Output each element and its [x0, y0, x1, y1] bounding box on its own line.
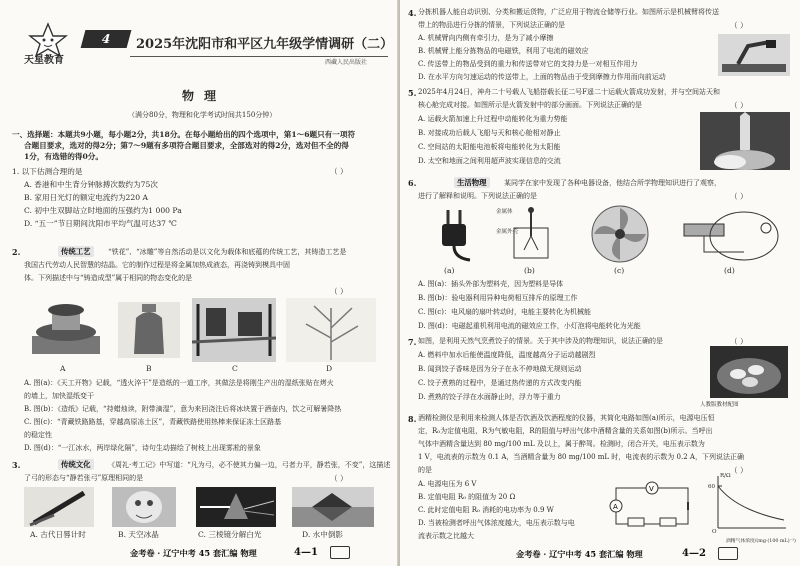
q8-circuit-diagram [606, 478, 698, 534]
title-rule [130, 56, 388, 57]
q2-label-d: D [326, 364, 333, 373]
q6-caption-b: (b) [524, 266, 535, 275]
subject-title: 物理 [182, 89, 227, 103]
section1-line2: 合题目要求，选对的得2分；第7～9题有多项符合题目要求，全部选对的得2分，选对但不全的得 [24, 141, 349, 150]
q7-paren: （ ） [730, 337, 748, 346]
q5-paren: （ ） [730, 101, 748, 110]
q6-caption-c: (c) [614, 266, 625, 275]
q5-rocket-image [700, 112, 790, 170]
q2-number: 2. [12, 247, 21, 257]
q7-option-b: B. 闻到饺子香味是因为分子在永不停地做无规则运动 [418, 365, 582, 373]
q3-stem-2: 了弓的形态与“静若张弓”原理相同的是 [24, 474, 144, 482]
q4-option-a: A. 机械臂向内侧有牵引力，是为了减小摩擦 [418, 34, 554, 42]
q1-option-b: B. 家用日光灯的额定电流约为220 A [24, 193, 148, 202]
q5-stem-2: 核心舱完成对接。如图所示是火箭发射中的部分画面。下列说法正确的是 [418, 101, 642, 109]
q3-caption-c: C. 三棱镜分解白光 [198, 530, 262, 539]
publisher-note: 西藏人民出版社 [325, 59, 368, 66]
q8-option-d2: 流表示数之比越大 [418, 532, 474, 540]
q6-stem-1: 某同学在家中发现了各种电器设备，他结合所学物理知识进行了观察， [504, 179, 721, 187]
q2-option-d: D. 图(d)：“一江冰水，两岸绿化隔”，诗句生动描绘了树枝上出现雾凇的景象 [24, 444, 261, 452]
q7-option-d: D. 煮熟的饺子浮在水面静止时，浮力等于重力 [418, 393, 561, 401]
q2-label-b: B [146, 364, 152, 373]
q6-plug-figure [424, 206, 484, 262]
q4-stem-1: 分拣机器人能自动识别、分类和搬运货物，广泛应用于物流仓储等行业。如图所示是机械臂将传送 [418, 8, 719, 16]
q6-label-metal-body: 金属体 [496, 209, 513, 215]
q5-option-c: C. 空间站的太阳能电池板将电能转化为太阳能 [418, 143, 561, 151]
q4-stem-2: 带上的物品进行分拣的情景，下列说法正确的是 [418, 21, 565, 29]
q2-figure-b [114, 298, 184, 362]
q1-stem: 1. 以下估测合理的是 [12, 167, 83, 176]
q3-number: 3. [12, 460, 21, 470]
q2-stem-3: 体。下列描述中与“铸造成型”属于相同的物态变化的是 [24, 274, 193, 282]
q6-paren: （ ） [730, 192, 748, 201]
q3-ice-crystal-image [112, 487, 176, 527]
right-footer-text: 金考卷 · 辽宁中考 45 套汇编 物理 [516, 549, 643, 559]
q7-stem-1: 如图，是利用天然气烹煮饺子的情景。关于其中涉及的物理知识，说法正确的是 [418, 337, 663, 345]
qr-icon [718, 547, 738, 560]
q2-option-a2: 的墙上，加快湿纸变干 [24, 392, 94, 400]
q3-reflection-image [292, 487, 374, 527]
q8-graph-xlabel: 酒精气体浓度/(mg·(100 mL)⁻¹) [726, 539, 796, 544]
q4-option-c: C. 传送带上的物品受到的重力和传送带对它的支持力是一对相互作用力 [418, 60, 638, 68]
q3-tag: 传统文化 [58, 459, 94, 470]
q7-dumpling-image [710, 346, 788, 398]
q8-number: 8. [408, 414, 417, 424]
q1-option-c: C. 初中生双脚站立时地面的压强约为1 000 Pa [24, 206, 182, 215]
q8-stem-3: 气体中酒精含量达到 80 mg/100 mL 及以上，属于醉驾。检测时，闭合开关，电压表示数为 [418, 440, 705, 448]
right-footer-page: 4—2 [682, 548, 706, 559]
svg-text:V: V [649, 485, 654, 493]
q2-figure-d [286, 298, 376, 362]
q4-robot-arm-image [718, 34, 790, 76]
q7-option-c: C. 饺子煮熟的过程中，是通过热传递的方式改变内能 [418, 379, 582, 387]
q8-stem-1: 酒精检测仪是利用来检测人体是否饮酒及饮酒程度的仪器，其简化电路如图(a)所示，电源电压恒 [418, 414, 715, 422]
q2-paren: （ ） [330, 287, 348, 296]
q5-number: 5. [408, 88, 417, 98]
q6-option-d: D. 图(d)：电磁起重机利用电流的磁效应工作，小灯泡将电能转化为光能 [418, 322, 641, 330]
section1-line1: 一、选择题：本题共9小题，每小题2分，共18分。在每小题给出的四个选项中，第1～6题只有一项符 [12, 130, 356, 139]
q4-paren: （ ） [730, 21, 748, 30]
q2-tag: 传统工艺 [58, 246, 94, 257]
q8-option-d1: D. 当被检测者呼出气体浓度越大，电压表示数与电 [418, 519, 575, 527]
q8-stem-4: 1 V，电流表的示数为 0.1 A，当酒精含量为 80 mg/100 mL 时，电流表的示数为 0.2 A，下列说法正确 [418, 453, 744, 461]
q2-option-a1: A. 图(a)：《天工开物》记载，“透火淬干”是造纸的一道工序，其做法是将刚生产出的湿纸张贴在烤火 [24, 379, 334, 387]
page-badge: 4 [81, 30, 132, 48]
q7-option-a: A. 燃料中加水后能使温度降低，温度越高分子运动越剧烈 [418, 351, 596, 359]
q3-paren: （ ） [330, 474, 348, 483]
q6-option-c: C. 图(c)：电风扇的扇叶转动时，电能主要转化为机械能 [418, 308, 591, 316]
q3-caption-a: A. 古代日晷计时 [30, 530, 86, 539]
q1-paren: （ ） [330, 167, 348, 176]
q6-caption-d: (d) [724, 266, 735, 275]
q3-caption-b: B. 天空冰晶 [118, 530, 159, 539]
q8-option-b: B. 定值电阻 R₀ 的阻值为 20 Ω [418, 493, 516, 501]
logo-text: 天星教育 [24, 55, 64, 66]
q8-graph-origin: O [712, 529, 717, 535]
section1-line3: 1分，有选错的得0分。 [24, 152, 103, 161]
q8-option-a: A. 电源电压为 6 V [418, 480, 477, 488]
publisher-logo [22, 22, 82, 68]
q6-tag: 生活物理 [454, 177, 490, 188]
q5-option-a: A. 运载火箭加速上升过程中动能转化为重力势能 [418, 115, 568, 123]
q8-graph-ytop: 60 [708, 484, 715, 490]
q4-option-b: B. 机械臂上能分拣物品的电磁铁，利用了电流的磁效应 [418, 47, 589, 55]
q1-option-d: D. “五一”节日期间沈阳市平均气温可达37 ℃ [24, 219, 177, 228]
q2-figure-a [24, 298, 108, 362]
q8-paren: （ ） [730, 466, 748, 475]
q5-option-d: D. 太空和地面之间利用超声波实现信息的交流 [418, 157, 561, 165]
left-footer-page: 4—1 [294, 547, 318, 558]
q6-option-a: A. 图(a)：插头外部为塑料壳，因为塑料是导体 [418, 280, 564, 288]
right-page [400, 0, 800, 566]
q8-stem-2: 定，R₀为定值电阻，R为气敏电阻，R的阻值与呼出气体中酒精含量的关系如图(b)所示。当呼出 [418, 427, 713, 435]
q4-option-d: D. 在水平方向匀速运动的传送带上，上面的物品由于受到摩擦力作用而向前运动 [418, 73, 666, 81]
q6-number: 6. [408, 178, 417, 188]
left-footer-text: 金考卷 · 辽宁中考 45 套汇编 物理 [130, 548, 257, 558]
q8-graph-ylabel: R/Ω [720, 473, 731, 479]
exam-title: 2025年沈阳市和平区九年级学情调研（二） [136, 37, 394, 52]
q6-electromagnet-figure [674, 204, 784, 264]
q5-stem-1: 2025年4月24日，神舟二十号载人飞船搭载长征二号F遥二十运载火箭成功发射，并与空间站天和 [418, 88, 721, 96]
q2-stem-2: 我国古代劳动人民智慧的结晶。它的制作过程是将金属加热成液态，再浇铸到模具中固 [24, 261, 290, 269]
svg-text:A: A [613, 503, 618, 511]
q6-option-b: B. 图(b)：验电器利用异种电荷相互排斥的原理工作 [418, 294, 578, 302]
q1-option-a: A. 香港和中生背分钟脉搏次数约为75次 [24, 180, 158, 189]
q5-option-b: B. 对接成功后载人飞船与天和核心舱相对静止 [418, 129, 561, 137]
q3-prism-image [196, 487, 276, 527]
q3-stem-1: 《周礼·考工记》中写道：“凡为弓，必不使其力偏一边，弓者力平，静若张，不变”，这描述 [108, 461, 391, 469]
q7-number: 7. [408, 337, 417, 347]
qr-icon [330, 546, 350, 559]
q6-fan-figure [580, 204, 660, 264]
q4-number: 4. [408, 8, 417, 18]
q8-stem-5: 的是 [418, 466, 432, 474]
q6-stem-2: 进行了解释和说明。下列说法正确的是 [418, 192, 537, 200]
q8-option-c: C. 此时定值电阻 R₀ 消耗的电功率为 0.9 W [418, 506, 554, 514]
q2-label-c: C [232, 364, 238, 373]
q6-label-metal-shell: 金属外壳 [496, 229, 519, 235]
q8-resistance-graph [706, 472, 790, 536]
q3-sundial-image [24, 487, 94, 527]
q2-option-b: B. 图(b)：《造纸》记载，“持蜡烛读，附带滴湿”，意为来回浇注后将冰块置于酒壶内，饮之可解暑降热 [24, 405, 342, 413]
q2-option-c1: C. 图(c)：“青藏铁路路基，穿越高原冻土区”，青藏铁路使用热棒来保证冻土区路基 [24, 418, 282, 426]
exam-note: （满分80分，物理和化学考试时间共150分钟） [128, 111, 277, 119]
left-page [0, 0, 398, 566]
q3-caption-d: D. 水中倒影 [302, 530, 344, 539]
q7-image-caption: 人教版教材配图 [700, 402, 739, 408]
q2-stem-1: “铁花”、“冰雕”等自然活动是以文化为载体和底蕴的传统工艺，其铸造工艺是 [108, 248, 347, 256]
q2-figure-c [192, 298, 276, 362]
q2-label-a: A [60, 364, 66, 373]
q2-option-c2: 的稳定性 [24, 431, 52, 439]
q6-caption-a: (a) [444, 266, 455, 275]
